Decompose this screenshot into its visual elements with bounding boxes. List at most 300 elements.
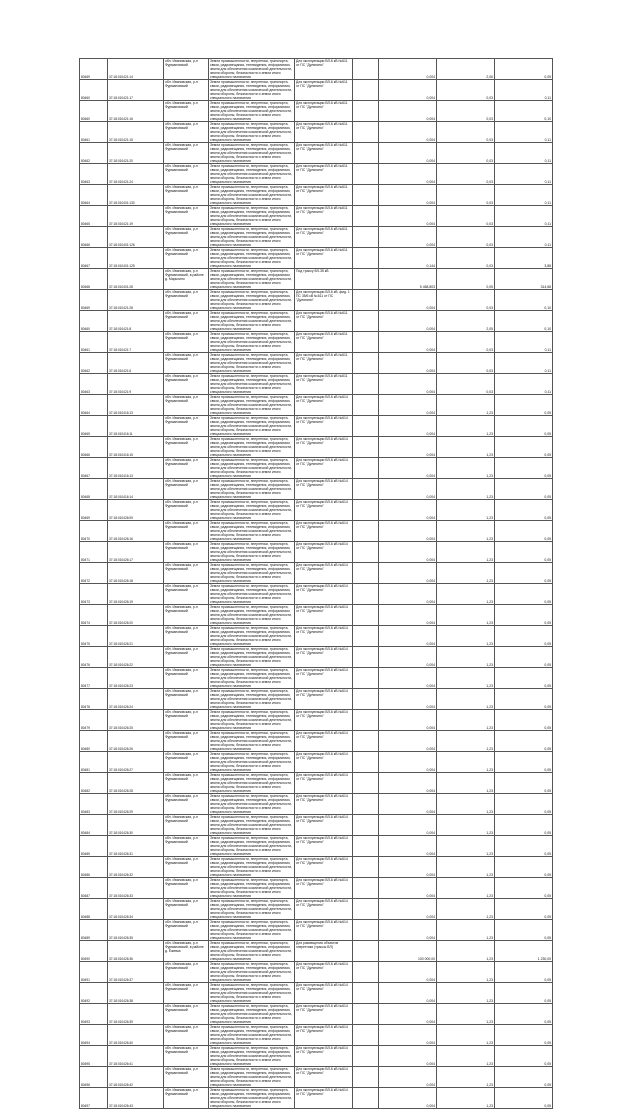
permitted-use-cell: Для эксплуатации ВЛ-6 кВ №611 от ПС "Дуляпино"	[295, 374, 353, 395]
cadastral-number: 37:18:010426:33	[108, 878, 164, 899]
land-category-cell: Земли промышленности, энергетики, транспорта, связи, радиовещания, телевидения, информатики, земли для обеспечения космической деятельности, земли обороны, безопасности и земли иного специального назначения	[209, 773, 295, 794]
permitted-use-cell: Для эксплуатации ВЛ-6 кВ №614 от ПС "Дуляпино"	[295, 836, 353, 857]
area-cell: 0,004	[379, 815, 437, 836]
cadastral-number: 37:18:010416:14	[108, 479, 164, 500]
area-cell: 0,004	[379, 605, 437, 626]
table-row	[80, 164, 553, 185]
permitted-use-cell: Для эксплуатации ВЛ-6 кВ №614 от ПС "Дуляпино"	[295, 731, 353, 752]
land-category-cell: Земли промышленности, энергетики, транспорта, связи, радиовещания, телевидения, информатики, земли для обеспечения космической деятельности, земли обороны, безопасности и земли иного специального назначения	[209, 290, 295, 311]
row-number: 80496	[80, 1067, 108, 1088]
address-cell: обл. Ивановская, р-н Фурмановский	[164, 878, 209, 899]
area-cell: 0,004	[379, 101, 437, 122]
table-row	[80, 836, 553, 857]
rate-cell: 0,03	[437, 101, 495, 122]
address-cell: обл. Ивановская, р-н Фурмановский	[164, 248, 209, 269]
cadastral-number: 37:18:010426:22	[108, 647, 164, 668]
blank-cell	[353, 773, 379, 794]
area-cell: 0,004	[379, 374, 437, 395]
table-row	[80, 395, 553, 416]
table-row	[80, 920, 553, 941]
land-category-cell: Земли промышленности, энергетики, транспорта, связи, радиовещания, телевидения, информатики, земли для обеспечения космической деятельности, земли обороны, безопасности и земли иного специального назначения	[209, 395, 295, 416]
permitted-use-cell: Для эксплуатации ВЛ-6 кВ №614 от ПС "Дуляпино"	[295, 647, 353, 668]
table-row	[80, 332, 553, 353]
land-category-cell: Земли промышленности, энергетики, транспорта, связи, радиовещания, телевидения, информатики, земли для обеспечения космической деятельности, земли обороны, безопасности и земли иного специального назначения	[209, 353, 295, 374]
area-cell: 0,004	[379, 794, 437, 815]
cadastral-number: 37:18:010426:23	[108, 668, 164, 689]
cadastral-number: 37:18:010426:31	[108, 836, 164, 857]
table-row	[80, 227, 553, 248]
tax-amount-cell: 0,05	[495, 731, 553, 752]
rate-cell: 1,23	[437, 731, 495, 752]
tax-amount-cell: 0,05	[495, 815, 553, 836]
row-number: 80460	[80, 311, 108, 332]
tax-amount-cell: 3,88	[495, 248, 553, 269]
table-row	[80, 437, 553, 458]
land-category-cell: Земли промышленности, энергетики, транспорта, связи, радиовещания, телевидения, информатики, земли для обеспечения космической деятельности, земли обороны, безопасности и земли иного специального назначения	[209, 248, 295, 269]
tax-amount-cell: 0,05	[495, 794, 553, 815]
area-cell: 0,004	[379, 710, 437, 731]
row-number: 80466	[80, 227, 108, 248]
land-category-cell: Земли промышленности, энергетики, транспорта, связи, радиовещания, телевидения, информатики, земли для обеспечения космической деятельности, земли обороны, безопасности и земли иного специального назначения	[209, 920, 295, 941]
address-cell: обл. Ивановская, р-н Фурмановский	[164, 563, 209, 584]
blank-cell	[353, 1004, 379, 1025]
table-row	[80, 731, 553, 752]
address-cell: обл. Ивановская, р-н Фурмановский	[164, 332, 209, 353]
table-row	[80, 983, 553, 1004]
land-category-cell: Земли промышленности, энергетики, транспорта, связи, радиовещания, телевидения, информатики, земли для обеспечения космической деятельности, земли обороны, безопасности и земли иного специального назначения	[209, 752, 295, 773]
address-cell: обл. Ивановская, р-н Фурмановский	[164, 647, 209, 668]
address-cell: обл. Ивановская, р-н Фурмановский	[164, 857, 209, 878]
tax-amount-cell: 0,11	[495, 143, 553, 164]
area-cell: 0,004	[379, 479, 437, 500]
blank-cell	[353, 164, 379, 185]
address-cell: обл. Ивановская, р-н Фурмановский	[164, 773, 209, 794]
land-category-cell: Земли промышленности, энергетики, транспорта, связи, радиовещания, телевидения, информатики, земли для обеспечения космической деятельности, земли обороны, безопасности и земли иного специального назначения	[209, 437, 295, 458]
table-row	[80, 752, 553, 773]
land-category-cell: Земли промышленности, энергетики, транспорта, связи, радиовещания, телевидения, информатики, земли для обеспечения космической деятельности, земли обороны, безопасности и земли иного специального назначения	[209, 647, 295, 668]
cadastral-number: 37:18:010401:28	[108, 269, 164, 290]
blank-cell	[353, 899, 379, 920]
blank-cell	[353, 80, 379, 101]
row-number: 80460	[80, 101, 108, 122]
permitted-use-cell: Для эксплуатации ВЛ-6 кВ №614 от ПС "Дуляпино"	[295, 857, 353, 878]
blank-cell	[353, 206, 379, 227]
tax-amount-cell: 0,05	[495, 416, 553, 437]
blank-cell	[353, 59, 379, 80]
cadastral-number: 37:18:010426:27	[108, 752, 164, 773]
cadastral-number: 37:18:010416:15	[108, 437, 164, 458]
row-number: 80461	[80, 122, 108, 143]
area-cell: 0,004	[379, 878, 437, 899]
area-cell: 0,004	[379, 143, 437, 164]
address-cell: обл. Ивановская, р-н Фурмановский	[164, 983, 209, 1004]
tax-amount-cell: 314,68	[495, 269, 553, 290]
table-row	[80, 605, 553, 626]
row-number: 80467	[80, 458, 108, 479]
row-number: 80467	[80, 248, 108, 269]
table-row	[80, 878, 553, 899]
row-number: 80472	[80, 563, 108, 584]
blank-cell	[353, 1088, 379, 1109]
area-cell: 0,004	[379, 1046, 437, 1067]
permitted-use-cell: Для эксплуатации ВЛ-6 кВ №611 от ПС "Дуляпино"	[295, 143, 353, 164]
table-row	[80, 374, 553, 395]
cadastral-number: 37:18:010416:11	[108, 416, 164, 437]
rate-cell: 1,23	[437, 773, 495, 794]
cadastral-number: 37:18:010421:28	[108, 290, 164, 311]
row-number: 80478	[80, 689, 108, 710]
cadastral-number: 37:18:010426:35	[108, 920, 164, 941]
table-row	[80, 584, 553, 605]
tax-amount-cell: 0,11	[495, 185, 553, 206]
cadastral-number: 37:18:010426:37	[108, 962, 164, 983]
area-cell: 0,004	[379, 500, 437, 521]
cadastral-number: 37:18:010421:20	[108, 143, 164, 164]
cadastral-number: 37:18:010426:28	[108, 773, 164, 794]
rate-cell: 0,03	[437, 332, 495, 353]
cadastral-number: 37:18:010426:36	[108, 941, 164, 962]
address-cell: обл. Ивановская, р-н Фурмановский	[164, 395, 209, 416]
cadastral-number: 37:18:010421:14	[108, 59, 164, 80]
rate-cell: 1,23	[437, 857, 495, 878]
rate-cell: 0,03	[437, 248, 495, 269]
table-row	[80, 206, 553, 227]
table-row	[80, 1046, 553, 1067]
tax-amount-cell: 0,05	[495, 500, 553, 521]
area-cell: 0,004	[379, 773, 437, 794]
area-cell: 0,004	[379, 227, 437, 248]
tax-amount-cell: 0,05	[495, 962, 553, 983]
blank-cell	[353, 689, 379, 710]
area-cell: 0,004	[379, 164, 437, 185]
table-row	[80, 122, 553, 143]
cadastral-number: 37:18:010426:20	[108, 605, 164, 626]
cadastral-number: 37:18:010421:17	[108, 80, 164, 101]
row-number: 80469	[80, 59, 108, 80]
blank-cell	[353, 248, 379, 269]
address-cell: обл. Ивановская, р-н Фурмановский	[164, 458, 209, 479]
register-rows	[80, 59, 553, 1109]
cadastral-number: 37:18:010426:34	[108, 899, 164, 920]
land-category-cell: Земли промышленности, энергетики, транспорта, связи, радиовещания, телевидения, информатики, земли для обеспечения космической деятельности, земли обороны, безопасности и земли иного специального назначения	[209, 941, 295, 962]
blank-cell	[353, 605, 379, 626]
permitted-use-cell: Для эксплуатации ВЛ-6 кВ №614 от ПС "Дуляпино"	[295, 542, 353, 563]
rate-cell: 2,05	[437, 311, 495, 332]
blank-cell	[353, 1046, 379, 1067]
land-category-cell: Земли промышленности, энергетики, транспорта, связи, радиовещания, телевидения, информатики, земли для обеспечения космической деятельности, земли обороны, безопасности и земли иного специального назначения	[209, 1046, 295, 1067]
cadastral-number: 37:18:010421:7	[108, 332, 164, 353]
address-cell: обл. Ивановская, р-н Фурмановский, в районе д. Марыгино	[164, 269, 209, 290]
row-number: 80493	[80, 1004, 108, 1025]
cadastral-number: 37:18:010421:15	[108, 122, 164, 143]
row-number: 80491	[80, 962, 108, 983]
cadastral-number: 37:18:010426:25	[108, 710, 164, 731]
rate-cell: 0,03	[437, 80, 495, 101]
cadastral-number: 37:18:010426:32	[108, 857, 164, 878]
area-cell: 0,004	[379, 626, 437, 647]
tax-amount-cell: 0,11	[495, 206, 553, 227]
row-number: 80468	[80, 479, 108, 500]
row-number: 80463	[80, 164, 108, 185]
permitted-use-cell: Для эксплуатации ВЛ-6 кВ №614 от ПС "Дуляпино"	[295, 983, 353, 1004]
address-cell: обл. Ивановская, р-н Фурмановский	[164, 1025, 209, 1046]
cadastral-number: 37:18:010426:38	[108, 983, 164, 1004]
blank-cell	[353, 731, 379, 752]
table-row	[80, 899, 553, 920]
address-cell: обл. Ивановская, р-н Фурмановский	[164, 479, 209, 500]
address-cell: обл. Ивановская, р-н Фурмановский	[164, 1067, 209, 1088]
rate-cell: 1,23	[437, 500, 495, 521]
area-cell: 0,004	[379, 437, 437, 458]
address-cell: обл. Ивановская, р-н Фурмановский	[164, 836, 209, 857]
permitted-use-cell: Для эксплуатации ВЛ-6 кВ №614 от ПС "Дуляпино"	[295, 563, 353, 584]
address-cell: обл. Ивановская, р-н Фурмановский	[164, 731, 209, 752]
rate-cell: 1,23	[437, 899, 495, 920]
blank-cell	[353, 227, 379, 248]
rate-cell: 1,23	[437, 1025, 495, 1046]
cadastral-number: 37:18:010421:6	[108, 353, 164, 374]
area-cell: 0,004	[379, 647, 437, 668]
tax-amount-cell: 0,05	[495, 479, 553, 500]
land-category-cell: Земли промышленности, энергетики, транспорта, связи, радиовещания, телевидения, информатики, земли для обеспечения космической деятельности, земли обороны, безопасности и земли иного специального назначения	[209, 857, 295, 878]
table-row	[80, 815, 553, 836]
tax-amount-cell: 0,10	[495, 101, 553, 122]
land-category-cell: Земли промышленности, энергетики, транспорта, связи, радиовещания, телевидения, информатики, земли для обеспечения космической деятельности, земли обороны, безопасности и земли иного специального назначения	[209, 710, 295, 731]
tax-amount-cell: 0,05	[495, 878, 553, 899]
rate-cell: 0,05	[437, 269, 495, 290]
rate-cell: 1,23	[437, 920, 495, 941]
address-cell: обл. Ивановская, р-н Фурмановский	[164, 1004, 209, 1025]
tax-amount-cell: 0,05	[495, 626, 553, 647]
row-number: 80468	[80, 269, 108, 290]
blank-cell	[353, 521, 379, 542]
permitted-use-cell: Для эксплуатации ВЛ-6 кВ №614 от ПС "Дуляпино"	[295, 899, 353, 920]
land-category-cell: Земли промышленности, энергетики, транспорта, связи, радиовещания, телевидения, информатики, земли для обеспечения космической деятельности, земли обороны, безопасности и земли иного специального назначения	[209, 1004, 295, 1025]
cadastral-number: 37:18:010416:13	[108, 395, 164, 416]
land-category-cell: Земли промышленности, энергетики, транспорта, связи, радиовещания, телевидения, информатики, земли для обеспечения космической деятельности, земли обороны, безопасности и земли иного специального назначения	[209, 185, 295, 206]
table-row	[80, 521, 553, 542]
tax-amount-cell: 0,05	[495, 752, 553, 773]
area-cell: 0,004	[379, 983, 437, 1004]
land-category-cell: Земли промышленности, энергетики, транспорта, связи, радиовещания, телевидения, информатики, земли для обеспечения космической деятельности, земли обороны, безопасности и земли иного специального назначения	[209, 206, 295, 227]
rate-cell: 0,03	[437, 290, 495, 311]
table-row	[80, 1088, 553, 1109]
table-row	[80, 1004, 553, 1025]
land-category-cell: Земли промышленности, энергетики, транспорта, связи, радиовещания, телевидения, информатики, земли для обеспечения космической деятельности, земли обороны, безопасности и земли иного специального назначения	[209, 1067, 295, 1088]
area-cell: 0,004	[379, 857, 437, 878]
land-category-cell: Земли промышленности, энергетики, транспорта, связи, радиовещания, телевидения, информатики, земли для обеспечения космической деятельности, земли обороны, безопасности и земли иного специального назначения	[209, 1025, 295, 1046]
tax-amount-cell: 0,05	[495, 521, 553, 542]
address-cell: обл. Ивановская, р-н Фурмановский	[164, 500, 209, 521]
blank-cell	[353, 647, 379, 668]
tax-amount-cell: 0,05	[495, 1046, 553, 1067]
blank-cell	[353, 416, 379, 437]
table-row	[80, 143, 553, 164]
blank-cell	[353, 374, 379, 395]
permitted-use-cell: Для эксплуатации ВЛ-6 кВ №614 от ПС "Дуляпино"	[295, 458, 353, 479]
rate-cell: 1,23	[437, 941, 495, 962]
area-cell: 100 000,00	[379, 941, 437, 962]
tax-amount-cell: 0,05	[495, 584, 553, 605]
permitted-use-cell: Для эксплуатации ВЛ-6 кВ №614 от ПС "Дуляпино"	[295, 1088, 353, 1109]
cadastral-number: 37:18:010426:30	[108, 815, 164, 836]
blank-cell	[353, 437, 379, 458]
address-cell: обл. Ивановская, р-н Фурмановский	[164, 710, 209, 731]
blank-cell	[353, 710, 379, 731]
land-category-cell: Земли промышленности, энергетики, транспорта, связи, радиовещания, телевидения, информатики, земли для обеспечения космической деятельности, земли обороны, безопасности и земли иного специального назначения	[209, 983, 295, 1004]
cadastral-number: 37:18:010426:19	[108, 584, 164, 605]
row-number: 80475	[80, 626, 108, 647]
tax-amount-cell: 0,05	[495, 59, 553, 80]
cadastral-number: 37:18:010426:41	[108, 1046, 164, 1067]
permitted-use-cell: Для эксплуатации ВЛ-6 кВ №611 от ПС "Дуляпино"	[295, 353, 353, 374]
blank-cell	[353, 542, 379, 563]
table-row	[80, 941, 553, 962]
tax-amount-cell: 0,05	[495, 647, 553, 668]
tax-amount-cell: 0,05	[495, 836, 553, 857]
tax-amount-cell: 0,11	[495, 332, 553, 353]
blank-cell	[353, 815, 379, 836]
tax-amount-cell: 0,05	[495, 563, 553, 584]
permitted-use-cell: Для эксплуатации ВЛ-6 кВ №614 от ПС "Дуляпино"	[295, 710, 353, 731]
land-category-cell: Земли промышленности, энергетики, транспорта, связи, радиовещания, телевидения, информатики, земли для обеспечения космической деятельности, земли обороны, безопасности и земли иного специального назначения	[209, 542, 295, 563]
address-cell: обл. Ивановская, р-н Фурмановский	[164, 962, 209, 983]
address-cell: обл. Ивановская, р-н Фурмановский	[164, 80, 209, 101]
land-plot-register-table	[79, 58, 553, 1109]
address-cell: обл. Ивановская, р-н Фурмановский	[164, 1088, 209, 1109]
rate-cell: 1,23	[437, 1088, 495, 1109]
address-cell: обл. Ивановская, р-н Фурмановский	[164, 311, 209, 332]
row-number: 80488	[80, 899, 108, 920]
cadastral-number: 37:18:010426:17	[108, 542, 164, 563]
land-category-cell: Земли промышленности, энергетики, транспорта, связи, радиовещания, телевидения, информатики, земли для обеспечения космической деятельности, земли обороны, безопасности и земли иного специального назначения	[209, 416, 295, 437]
permitted-use-cell: Для эксплуатации ВЛ-6 кВ №611 от ПС "Дуляпино"	[295, 332, 353, 353]
table-row	[80, 59, 553, 80]
cadastral-number: 37:18:010426:18	[108, 563, 164, 584]
area-cell: 0,004	[379, 563, 437, 584]
row-number: 80464	[80, 395, 108, 416]
rate-cell: 1,23	[437, 1004, 495, 1025]
area-cell: 0,004	[379, 521, 437, 542]
area-cell: 0,004	[379, 920, 437, 941]
row-number: 80465	[80, 416, 108, 437]
rate-cell: 2,06	[437, 59, 495, 80]
land-category-cell: Земли промышленности, энергетики, транспорта, связи, радиовещания, телевидения, информатики, земли для обеспечения космической деятельности, земли обороны, безопасности и земли иного специального назначения	[209, 899, 295, 920]
rate-cell: 1,23	[437, 1067, 495, 1088]
blank-cell	[353, 962, 379, 983]
table-row	[80, 962, 553, 983]
permitted-use-cell: Для эксплуатации ВЛ-6 кВ №614 от ПС "Дуляпино"	[295, 1046, 353, 1067]
address-cell: обл. Ивановская, р-н Фурмановский	[164, 290, 209, 311]
address-cell: обл. Ивановская, р-н Фурмановский	[164, 164, 209, 185]
address-cell: обл. Ивановская, р-н Фурмановский	[164, 206, 209, 227]
address-cell: обл. Ивановская, р-н Фурмановский	[164, 521, 209, 542]
rate-cell: 1,23	[437, 605, 495, 626]
tax-amount-cell: 0,11	[495, 374, 553, 395]
permitted-use-cell: Для эксплуатации ВЛ-6 кВ №614 от ПС "Дуляпино"	[295, 815, 353, 836]
address-cell: обл. Ивановская, р-н Фурмановский	[164, 815, 209, 836]
address-cell: обл. Ивановская, р-н Фурмановский	[164, 227, 209, 248]
table-row	[80, 479, 553, 500]
blank-cell	[353, 353, 379, 374]
area-cell: 0,004	[379, 542, 437, 563]
row-number: 80474	[80, 605, 108, 626]
rate-cell: 1,23	[437, 962, 495, 983]
permitted-use-cell: Для эксплуатации ВЛ-6 кВ №611 от ПС "Дуляпино"	[295, 311, 353, 332]
rate-cell: 0,03	[437, 122, 495, 143]
blank-cell	[353, 332, 379, 353]
permitted-use-cell: Для эксплуатации ВЛ-6 кВ №614 от ПС "Дуляпино"	[295, 395, 353, 416]
address-cell: обл. Ивановская, р-н Фурмановский	[164, 143, 209, 164]
blank-cell	[353, 752, 379, 773]
table-row	[80, 458, 553, 479]
rate-cell: 1,23	[437, 794, 495, 815]
table-row	[80, 710, 553, 731]
table-row	[80, 269, 553, 290]
cadastral-number: 37:18:010426:42	[108, 1067, 164, 1088]
blank-cell	[353, 857, 379, 878]
blank-cell	[353, 794, 379, 815]
rate-cell: 1,23	[437, 878, 495, 899]
row-number: 80492	[80, 983, 108, 1004]
tax-amount-cell: 0,05	[495, 668, 553, 689]
row-number: 80462	[80, 353, 108, 374]
cadastral-number: 37:18:010421:9	[108, 374, 164, 395]
land-category-cell: Земли промышленности, энергетики, транспорта, связи, радиовещания, телевидения, информатики, земли для обеспечения космической деятельности, земли обороны, безопасности и земли иного специального назначения	[209, 521, 295, 542]
cadastral-number: 37:18:010426:40	[108, 1025, 164, 1046]
address-cell: обл. Ивановская, р-н Фурмановский	[164, 416, 209, 437]
land-category-cell: Земли промышленности, энергетики, транспорта, связи, радиовещания, телевидения, информатики, земли для обеспечения космической деятельности, земли обороны, безопасности и земли иного специального назначения	[209, 689, 295, 710]
blank-cell	[353, 269, 379, 290]
rate-cell: 0,03	[437, 143, 495, 164]
rate-cell: 1,23	[437, 416, 495, 437]
rate-cell: 1,23	[437, 836, 495, 857]
area-cell: 0,004	[379, 332, 437, 353]
tax-amount-cell: 0,05	[495, 773, 553, 794]
land-category-cell: Земли промышленности, энергетики, транспорта, связи, радиовещания, телевидения, информатики, земли для обеспечения космической деятельности, земли обороны, безопасности и земли иного специального назначения	[209, 332, 295, 353]
rate-cell: 1,23	[437, 815, 495, 836]
address-cell: обл. Ивановская, р-н Фурмановский	[164, 626, 209, 647]
area-cell: 0,004	[379, 290, 437, 311]
rate-cell: 1,23	[437, 668, 495, 689]
tax-amount-cell: 0,05	[495, 542, 553, 563]
table-row	[80, 647, 553, 668]
address-cell: обл. Ивановская, р-н Фурмановский	[164, 584, 209, 605]
blank-cell	[353, 1025, 379, 1046]
row-number: 80483	[80, 794, 108, 815]
permitted-use-cell: Для эксплуатации ВЛ-6 кВ №611 от ПС "Дуляпино"	[295, 185, 353, 206]
permitted-use-cell: Для эксплуатации ВЛ-6 кВ №614 от ПС "Дуляпино"	[295, 479, 353, 500]
table-row	[80, 290, 553, 311]
rate-cell: 1,23	[437, 647, 495, 668]
tax-amount-cell: 0,05	[495, 605, 553, 626]
table-row	[80, 773, 553, 794]
permitted-use-cell: Для эксплуатации ВЛ-6 кВ №614 от ПС "Дуляпино"	[295, 962, 353, 983]
tax-amount-cell: 0,05	[495, 920, 553, 941]
rate-cell: 1,23	[437, 626, 495, 647]
table-row	[80, 626, 553, 647]
permitted-use-cell: Для эксплуатации ВЛ-6 кВ №614 от ПС "Дуляпино"	[295, 437, 353, 458]
address-cell: обл. Ивановская, р-н Фурмановский	[164, 752, 209, 773]
area-cell: 0,004	[379, 752, 437, 773]
permitted-use-cell: Для эксплуатации ВЛ-6 кВ №614 от ПС "Дуляпино"	[295, 668, 353, 689]
row-number: 80463	[80, 374, 108, 395]
land-category-cell: Земли промышленности, энергетики, транспорта, связи, радиовещания, телевидения, информатики, земли для обеспечения космической деятельности, земли обороны, безопасности и земли иного специального назначения	[209, 1088, 295, 1109]
area-cell: 0,004	[379, 458, 437, 479]
area-cell: 0,144	[379, 248, 437, 269]
row-number: 80471	[80, 542, 108, 563]
permitted-use-cell: Для размещения объектов энергетики (трассы ВЛ)	[295, 941, 353, 962]
